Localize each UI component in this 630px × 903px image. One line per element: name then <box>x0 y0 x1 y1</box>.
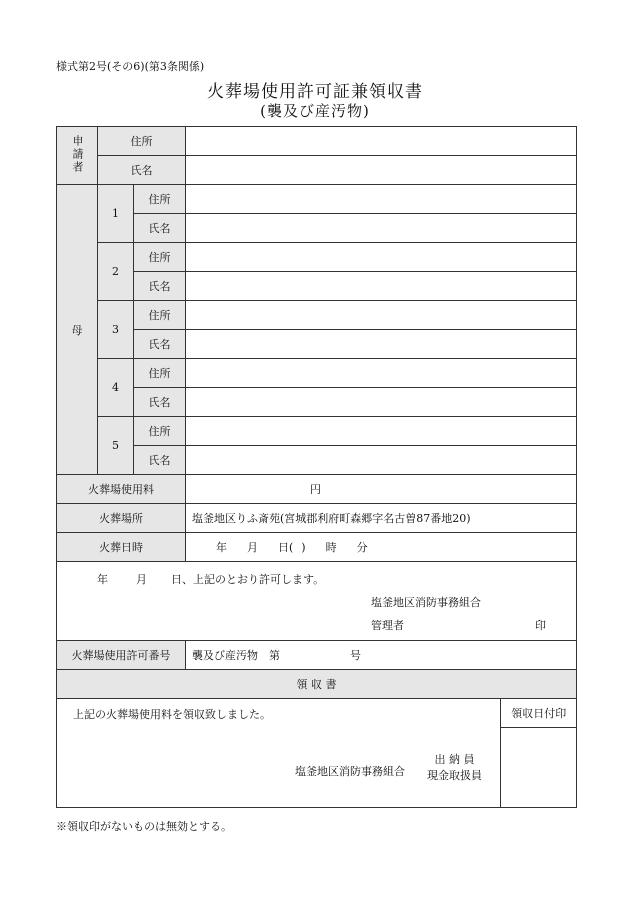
mother-address-label: 住所 <box>134 359 186 388</box>
datetime-year: 年 <box>216 541 227 554</box>
mother-address-label: 住所 <box>134 417 186 446</box>
receipt-cashier <box>427 752 482 784</box>
form-number: 様式第2号(その6)(第3条関係) <box>56 60 205 73</box>
datetime-field[interactable] <box>186 533 577 562</box>
mother-row-number: 2 <box>98 243 134 301</box>
permit-text: 日、上記のとおり許可します。 <box>171 573 325 586</box>
fee-label: 火葬場使用料 <box>57 475 186 504</box>
mother-name-label: 氏名 <box>134 446 186 475</box>
mother-name-field[interactable] <box>186 330 577 359</box>
mother-name-field[interactable] <box>186 446 577 475</box>
mother-address-field[interactable] <box>186 417 577 446</box>
receipt-text: 上記の火葬場使用料を領収致しました。 <box>73 708 271 721</box>
mother-address-field[interactable] <box>186 243 577 272</box>
mother-name-field[interactable] <box>186 388 577 417</box>
mother-name-field[interactable] <box>186 214 577 243</box>
datetime-close: ) <box>301 541 306 554</box>
mother-name-field[interactable] <box>186 272 577 301</box>
applicant-name-label: 氏名 <box>98 156 186 185</box>
mother-address-label: 住所 <box>134 243 186 272</box>
mother-address-label: 住所 <box>134 185 186 214</box>
mother-address-field[interactable] <box>186 359 577 388</box>
datetime-hour: 時 <box>325 541 337 554</box>
mother-label: 母 <box>57 185 98 475</box>
mother-row-number: 4 <box>98 359 134 417</box>
permit-statement-cell <box>57 562 577 641</box>
receipt-section <box>57 699 577 808</box>
cashier-title: 出 納 員 <box>434 753 475 766</box>
permit-number-field[interactable] <box>186 641 577 670</box>
mother-address-label: 住所 <box>134 301 186 330</box>
fee-field[interactable] <box>186 475 577 504</box>
permit-org: 塩釜地区消防事務組合 <box>371 596 481 609</box>
datetime-month: 月 <box>247 541 258 554</box>
applicant-address-field[interactable] <box>186 127 577 156</box>
mother-address-field[interactable] <box>186 301 577 330</box>
applicant-address-label: 住所 <box>98 127 186 156</box>
receipt-org: 塩釜地区消防事務組合 <box>295 765 405 778</box>
receipt-stamp-box[interactable] <box>500 728 577 808</box>
place-label: 火葬場所 <box>57 504 186 533</box>
permit-date-line <box>97 571 324 587</box>
permit-number-suffix: 号 <box>350 649 361 662</box>
mother-row-number: 5 <box>98 417 134 475</box>
receipt-inner-table <box>57 699 577 807</box>
permit-seal: 印 <box>535 619 546 632</box>
receipt-stamp-label: 領収日付印 <box>500 699 577 728</box>
permit-form-table <box>56 126 577 808</box>
datetime-minute: 分 <box>356 541 368 554</box>
permit-number-label: 火葬場使用許可番号 <box>57 641 186 670</box>
mother-name-label: 氏名 <box>134 330 186 359</box>
permit-year: 年 <box>97 573 108 586</box>
mother-name-label: 氏名 <box>134 388 186 417</box>
fee-unit: 円 <box>310 483 321 496</box>
applicant-label: 申請者 <box>71 134 84 174</box>
permit-manager: 管理者 <box>371 619 404 632</box>
permit-month: 月 <box>136 573 147 586</box>
applicant-label-cell <box>57 127 98 185</box>
document-subtitle: (襲及び産汚物) <box>260 102 370 120</box>
document-title: 火葬場使用許可証兼領収書 <box>207 82 423 102</box>
applicant-name-field[interactable] <box>186 156 577 185</box>
receipt-header: 領 収 書 <box>57 670 577 699</box>
receipt-body <box>57 699 500 807</box>
datetime-day: 日( <box>278 541 294 554</box>
place-value: 塩釜地区りふ斎苑(宮城郡利府町森郷字名古曽87番地20) <box>186 504 577 533</box>
mother-name-label: 氏名 <box>134 272 186 301</box>
mother-address-field[interactable] <box>186 185 577 214</box>
mother-row-number: 3 <box>98 301 134 359</box>
permit-number-prefix: 襲及び産汚物 第 <box>192 649 280 662</box>
mother-row-number: 1 <box>98 185 134 243</box>
datetime-label: 火葬日時 <box>57 533 186 562</box>
cash-handler-title: 現金取扱員 <box>427 769 482 782</box>
footnote: ※領収印がないものは無効とする。 <box>56 820 232 833</box>
mother-name-label: 氏名 <box>134 214 186 243</box>
